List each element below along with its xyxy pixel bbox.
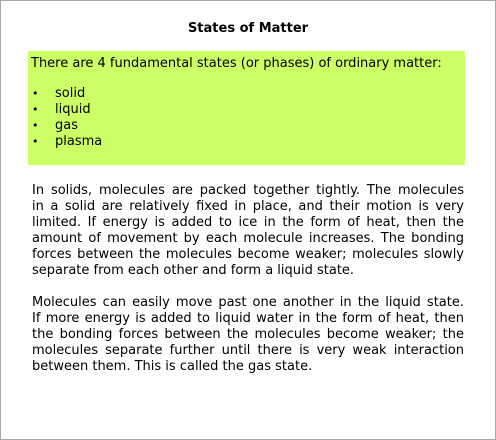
paragraph-line: between them. This is called the gas state.	[32, 359, 313, 374]
bullet-icon: •	[32, 103, 39, 116]
states-callout-box	[28, 51, 465, 165]
bullet-icon: •	[32, 135, 39, 148]
states-intro-text: There are 4 fundamental states (or phases) of ordinary matter:	[31, 56, 442, 71]
state-label: gas	[55, 118, 78, 133]
list-item	[31, 134, 465, 150]
list-item	[31, 86, 465, 102]
paragraph-line: molecules separate further until there is very weak interaction	[32, 343, 464, 358]
paragraph-line: the bonding forces between the molecules become weaker; the	[32, 327, 464, 342]
list-item	[31, 118, 465, 134]
page-title: States of Matter	[187, 21, 309, 36]
list-item	[31, 102, 465, 118]
bullet-icon: •	[32, 87, 39, 100]
paragraph-line: If more energy is added to liquid water in the form of heat, then	[32, 311, 464, 326]
state-label: plasma	[55, 134, 103, 149]
paragraph-line: limited. If energy is added to ice in the form of heat, then the	[32, 215, 464, 230]
paragraph-line: forces between the molecules become weaker; molecules slowly	[32, 247, 464, 262]
paragraph-line: amount of movement by each molecule increases. The bonding	[32, 231, 464, 246]
paragraph-line: In solids, molecules are packed together tightly. The molecules	[32, 183, 464, 198]
states-list	[31, 86, 465, 150]
state-label: liquid	[55, 102, 91, 117]
liquids-paragraph	[32, 295, 464, 375]
paragraph-line: in a solid are relatively fixed in place, and their motion is very	[32, 199, 464, 214]
paragraph-line: separate from each other and form a liquid state.	[32, 263, 355, 278]
solids-paragraph	[32, 183, 464, 279]
state-label: solid	[55, 86, 86, 101]
paragraph-line: Molecules can easily move past one another in the liquid state.	[32, 295, 464, 310]
bullet-icon: •	[32, 119, 39, 132]
